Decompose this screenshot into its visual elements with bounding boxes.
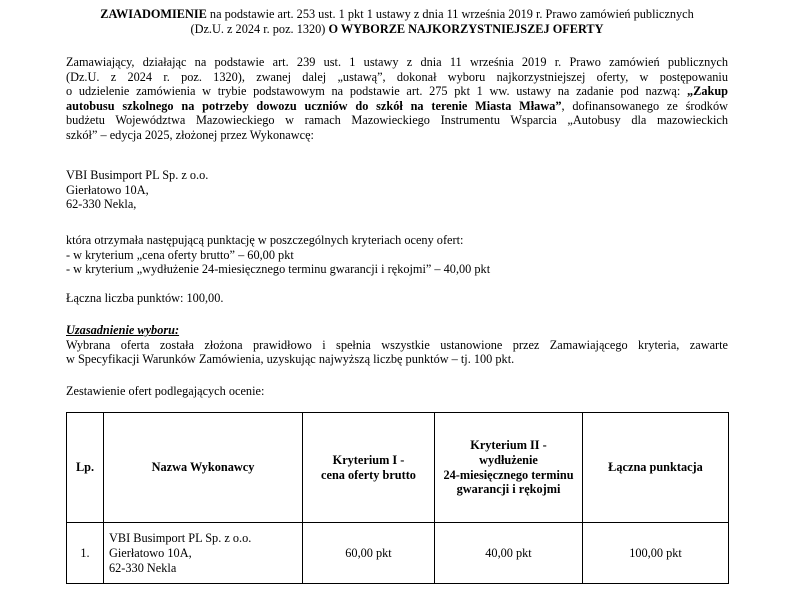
- total-points-text: Łączna liczba punktów: 100,00.: [66, 291, 224, 305]
- offers-table: [66, 412, 729, 584]
- intro-line: (Dz.U. z 2024 r. poz. 1320), zwanej dalej „ustawą”, dokonał wyboru najkorzystniejszej oferty, w postępowaniu: [66, 69, 728, 84]
- intro-line: [66, 84, 728, 99]
- header-lp: Lp.: [67, 413, 104, 523]
- contractor-city: 62-330 Nekla,: [66, 197, 137, 212]
- scores-block: [66, 233, 728, 277]
- table-header-row: [67, 413, 729, 523]
- contract-title-start: „Zakup: [686, 84, 728, 99]
- intro-line: szkół” – edycja 2025, złożonej przez Wykonawcę:: [66, 127, 314, 142]
- heading-line-1: [66, 7, 728, 22]
- heading-legal-basis: na podstawie art. 253 ust. 1 pkt 1 ustawy z dnia 11 września 2019 r. Prawo zamówień publicznych: [206, 7, 694, 21]
- heading-subject: O WYBORZE NAJKORZYSTNIEJSZEJ OFERTY: [328, 21, 604, 36]
- contract-title: autobusu szkolnego na potrzeby dowozu uczniów do szkół na terenie Miasta Mława”: [66, 98, 562, 113]
- intro-line: Zamawiający, działając na podstawie art. 239 ust. 1 ustawy z dnia 11 września 2019 r. Prawo zamówień publicznych: [66, 55, 728, 69]
- intro-text: o udzielenie zamówienia w trybie podstawowym na podstawie art. 275 pkt 1 ww. ustawy na zadanie pod nazwą:: [66, 84, 687, 99]
- contractor-name: VBI Busimport PL Sp. z o.o.: [66, 168, 209, 182]
- cell-contractor: [104, 523, 303, 584]
- heading-title: ZAWIADOMIENIE: [100, 7, 207, 21]
- heading-line-2: [66, 22, 728, 37]
- intro-paragraph: [66, 55, 728, 143]
- justification-block: [66, 323, 728, 367]
- table-row: [67, 523, 729, 584]
- justification-heading: Uzasadnienie wyboru:: [66, 323, 180, 337]
- table-intro-text: Zestawienie ofert podlegających ocenie:: [66, 384, 265, 398]
- header-contractor-name: Nazwa Wykonawcy: [104, 413, 303, 523]
- header-criterion-2-line: Kryterium II - wydłużenie: [470, 438, 547, 467]
- table-intro: [66, 384, 728, 399]
- cell-criterion-2: 40,00 pkt: [435, 523, 583, 584]
- cell-contractor-street: Gierłatowo 10A,: [109, 545, 192, 560]
- intro-line: budżetu Województwa Mazowieckiego w ramach Mazowieckiego Instrumentu Wsparcia „Autobusy dla mazowieckich: [66, 113, 728, 128]
- cell-total-score: 100,00 pkt: [583, 523, 729, 584]
- contractor-street: Gierłatowo 10A,: [66, 182, 149, 197]
- header-total-score: Łączna punktacja: [583, 413, 729, 523]
- cell-contractor-name: VBI Busimport PL Sp. z o.o.: [109, 530, 252, 545]
- total-points: [66, 291, 728, 306]
- document-heading: [66, 7, 728, 36]
- header-criterion-2: [435, 413, 583, 523]
- header-criterion-2-line: gwarancji i rękojmi: [456, 482, 561, 497]
- cell-contractor-city: 62-330 Nekla: [109, 560, 177, 575]
- justification-line: w Specyfikacji Warunków Zamówienia, uzyskując najwyższą liczbę punktów – tj. 100 pkt.: [66, 352, 515, 367]
- header-criterion-1-line: cena oferty brutto: [321, 467, 416, 482]
- contractor-block: [66, 168, 728, 212]
- cell-lp: 1.: [67, 523, 104, 584]
- heading-journal-ref: (Dz.U. z 2024 r. poz. 1320): [190, 21, 329, 36]
- intro-line: [66, 99, 728, 114]
- score-criterion-2: - w kryterium „wydłużenie 24-miesięcznego terminu gwarancji i rękojmi” – 40,00 pkt: [66, 262, 491, 277]
- score-criterion-1: - w kryterium „cena oferty brutto” – 60,00 pkt: [66, 247, 294, 262]
- cell-criterion-1: 60,00 pkt: [303, 523, 435, 584]
- justification-line: Wybrana oferta została złożona prawidłowo i spełnia wszystkie ustanowione przez Zamawiającego kryteria, zawarte: [66, 337, 728, 352]
- header-criterion-1-line: Kryterium I -: [332, 452, 405, 467]
- header-criterion-1: [303, 413, 435, 523]
- intro-text: , dofinansowanego ze środków: [561, 98, 728, 113]
- header-criterion-2-line: 24-miesięcznego terminu: [443, 467, 574, 482]
- scores-intro: która otrzymała następującą punktację w poszczególnych kryteriach oceny ofert:: [66, 233, 464, 247]
